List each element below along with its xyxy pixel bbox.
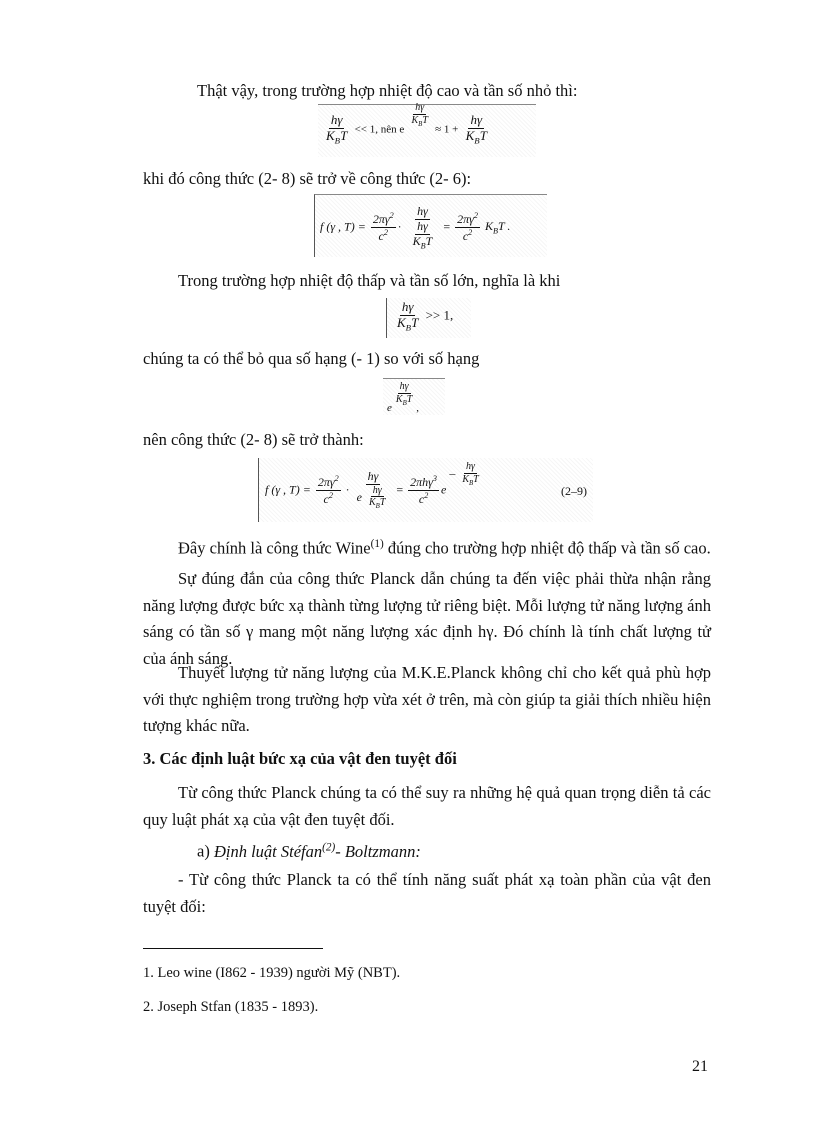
footnote-divider — [143, 948, 323, 949]
intro-line: Thật vậy, trong trường hợp nhiệt độ cao và tần số nhỏ thì: — [197, 81, 578, 100]
ignore-line: chúng ta có thể bỏ qua số hạng (- 1) so với số hạng — [143, 349, 480, 368]
theory-paragraph: Thuyết lượng tử năng lượng của M.K.E.Planck không chỉ cho kết quả phù hợp với thực nghiệm trong trường hợp vừa xét ở trên, mà còn giúp ta giải thích nhiều hiện tượng khác nữa. — [143, 663, 711, 735]
equation-rayleigh-jeans: f (γ , T) = $\frac{2\pi\gamma^2}{c^2}$ · $\frac{h\gamma}{\frac{h\gamma}{K_BT}}$ = $\frac{2\pi\gamma^2}{c^2}$ $K_BT$ . — [314, 194, 547, 257]
wien-line: Đây chính là công thức Wine$^{(1)}$ đúng cho trường hợp nhiệt độ thấp và tần số cao. — [178, 538, 711, 558]
subheading-stefan-boltzmann: a) Định luật Stéfan$^{(2)}$- Boltzmann: — [197, 841, 421, 861]
footnote-1: 1. Leo wine (I862 - 1939) người Mỹ (NBT). — [143, 965, 401, 981]
fraction-h-gamma-over-kbt: $\frac{h\gamma}{K_BT}$ — [326, 112, 348, 146]
equation-wien-2-9: f (γ , T) = $\frac{2\pi\gamma^2}{c^2}$ · hγ e $\frac{h\gamma}{K_BT}$ = $\frac{2\pi h\gamma^3}{c^2}$ e – $\frac{h\gamma}{K_BT}$ (2–9) — [258, 458, 593, 522]
planck-paragraph: Sự đúng đắn của công thức Planck dẫn chúng ta đến việc phải thừa nhận rằng năng lượng được bức xạ thành từng lượng tử riêng biệt. Mỗi lượng tử năng lượng ánh sáng có tần số γ mang một năng lượng xác định hγ. Đó chính là tính chất lượng tử của ánh sáng. — [143, 569, 711, 668]
low-temp-line: Trong trường hợp nhiệt độ thấp và tần số lớn, nghĩa là khi — [178, 271, 561, 290]
equation-low-temp-condition: $\frac{h\gamma}{K_BT}$ >> 1, — [386, 298, 471, 338]
equation-number: (2–9) — [561, 484, 587, 498]
then-line: khi đó công thức (2- 8) sẽ trở về công thức (2- 6): — [143, 169, 472, 188]
footnote-2: 2. Joseph Stfan (1835 - 1893). — [143, 999, 319, 1015]
section-heading: 3. Các định luật bức xạ của vật đen tuyệt đối — [143, 749, 457, 768]
last-paragraph: - Từ công thức Planck ta có thể tính năng suất phát xạ toàn phần của vật đen tuyệt đối: — [143, 870, 711, 916]
equation-exponential-term: e $\frac{h\gamma}{K_BT}$ , — [383, 378, 445, 415]
page-number: 21 — [692, 1058, 708, 1075]
equation-high-temp-condition: $\frac{h\gamma}{K_BT}$ << 1, nên e $\frac{h\gamma}{K_BT}$ ≈ 1 + $\frac{h\gamma}{K_BT}$ — [318, 104, 536, 157]
section-paragraph: Từ công thức Planck chúng ta có thể suy ra những hệ quả quan trọng diễn tả các quy luật phát xạ của vật đen tuyệt đối. — [143, 783, 711, 829]
becomes-line: nên công thức (2- 8) sẽ trở thành: — [143, 430, 364, 449]
